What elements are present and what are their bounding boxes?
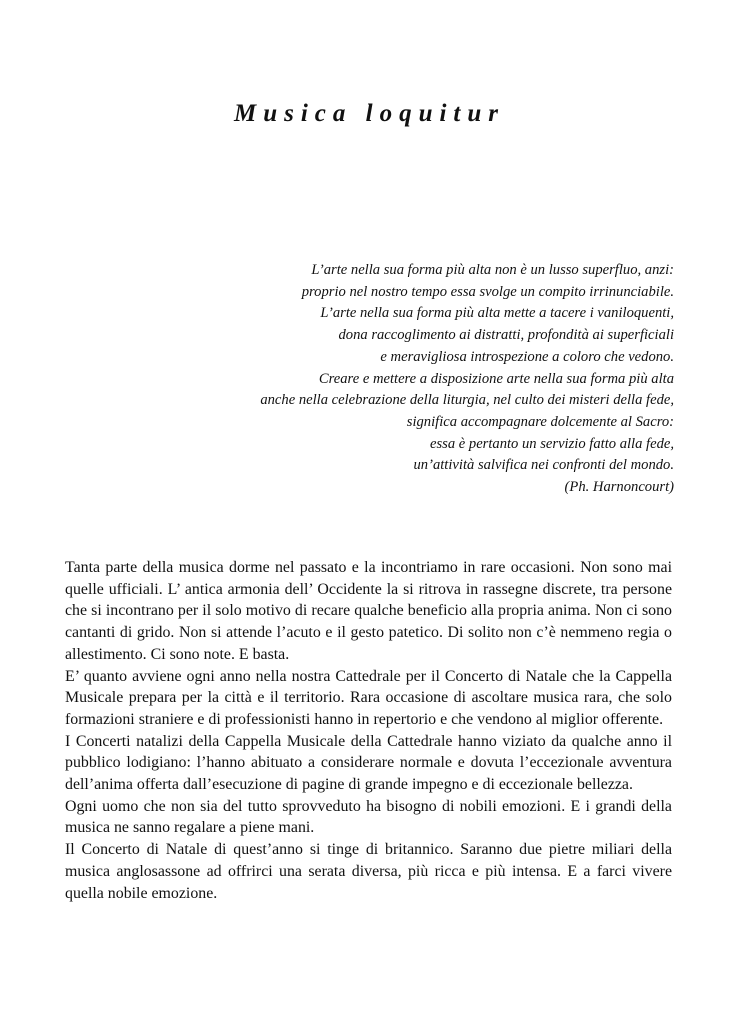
epigraph-line: anche nella celebrazione della liturgia, nel culto dei misteri della fede, <box>260 392 674 409</box>
paragraph: I Concerti natalizi della Cappella Musicale della Cattedrale hanno viziato da qualche anno il pubblico lodigiano: l’hanno abituato a considerare normale e dovuta l’eccezionale avventura dell’anima offerta dall’esecuzione di pagine di grande impegno e di eccezionale bellezza. <box>65 732 672 794</box>
epigraph-line: L’arte nella sua forma più alta non è un lusso superfluo, anzi: <box>311 262 674 278</box>
epigraph-line: significa accompagnare dolcemente al Sacro: <box>406 413 674 430</box>
epigraph-line: essa è pertanto un servizio fatto alla fede, <box>429 435 674 452</box>
epigraph-quote <box>214 260 674 499</box>
paragraph: Tanta parte della musica dorme nel passato e la incontriamo in rare occasioni. Non sono mai quelle ufficiali. L’ antica armonia dell’ Occidente la si ritrova in rassegne discrete, tra persone che si incontrano per il solo motivo di recare qualche beneficio alla propria anima. Non ci sono cantanti di grido. Non si attende l’acuto e il gesto patetico. Di solito non c’è nemmeno regia o allestimento. Ci sono note. E basta. <box>65 559 672 663</box>
paragraph: Il Concerto di Natale di quest’anno si tinge di britannico. Saranno due pietre miliari della musica anglosassone ad offrirci una serata diversa, più ricca e più intensa. E a farci vivere quella nobile emozione. <box>65 841 672 902</box>
epigraph-line: proprio nel nostro tempo essa svolge un compito irrinunciabile. <box>301 283 674 300</box>
page-title: Musica loquitur <box>233 100 506 127</box>
epigraph-attribution: (Ph. Harnoncourt) <box>564 479 674 496</box>
paragraph: Ogni uomo che non sia del tutto sprovveduto ha bisogno di nobili emozioni. E i grandi della musica ne sanno regalare a piene mani. <box>65 797 672 837</box>
epigraph-line: dona raccoglimento ai distratti, profondità ai superficiali <box>338 327 674 344</box>
epigraph-line: un’attività salvifica nei confronti del mondo. <box>413 457 674 474</box>
epigraph-line: e meravigliosa introspezione a coloro che vedono. <box>380 348 674 365</box>
paragraph: E’ quanto avviene ogni anno nella nostra Cattedrale per il Concerto di Natale che la Cappella Musicale prepara per la città e il territorio. Rara occasione di ascoltare musica rara, che solo formazioni straniere e di professionisti hanno in repertorio e che vendono al miglior offerente. <box>65 667 672 728</box>
epigraph-line: L’arte nella sua forma più alta mette a tacere i vaniloquenti, <box>320 305 674 322</box>
body-text <box>65 557 672 904</box>
epigraph-line: Creare e mettere a disposizione arte nella sua forma più alta <box>318 370 674 387</box>
